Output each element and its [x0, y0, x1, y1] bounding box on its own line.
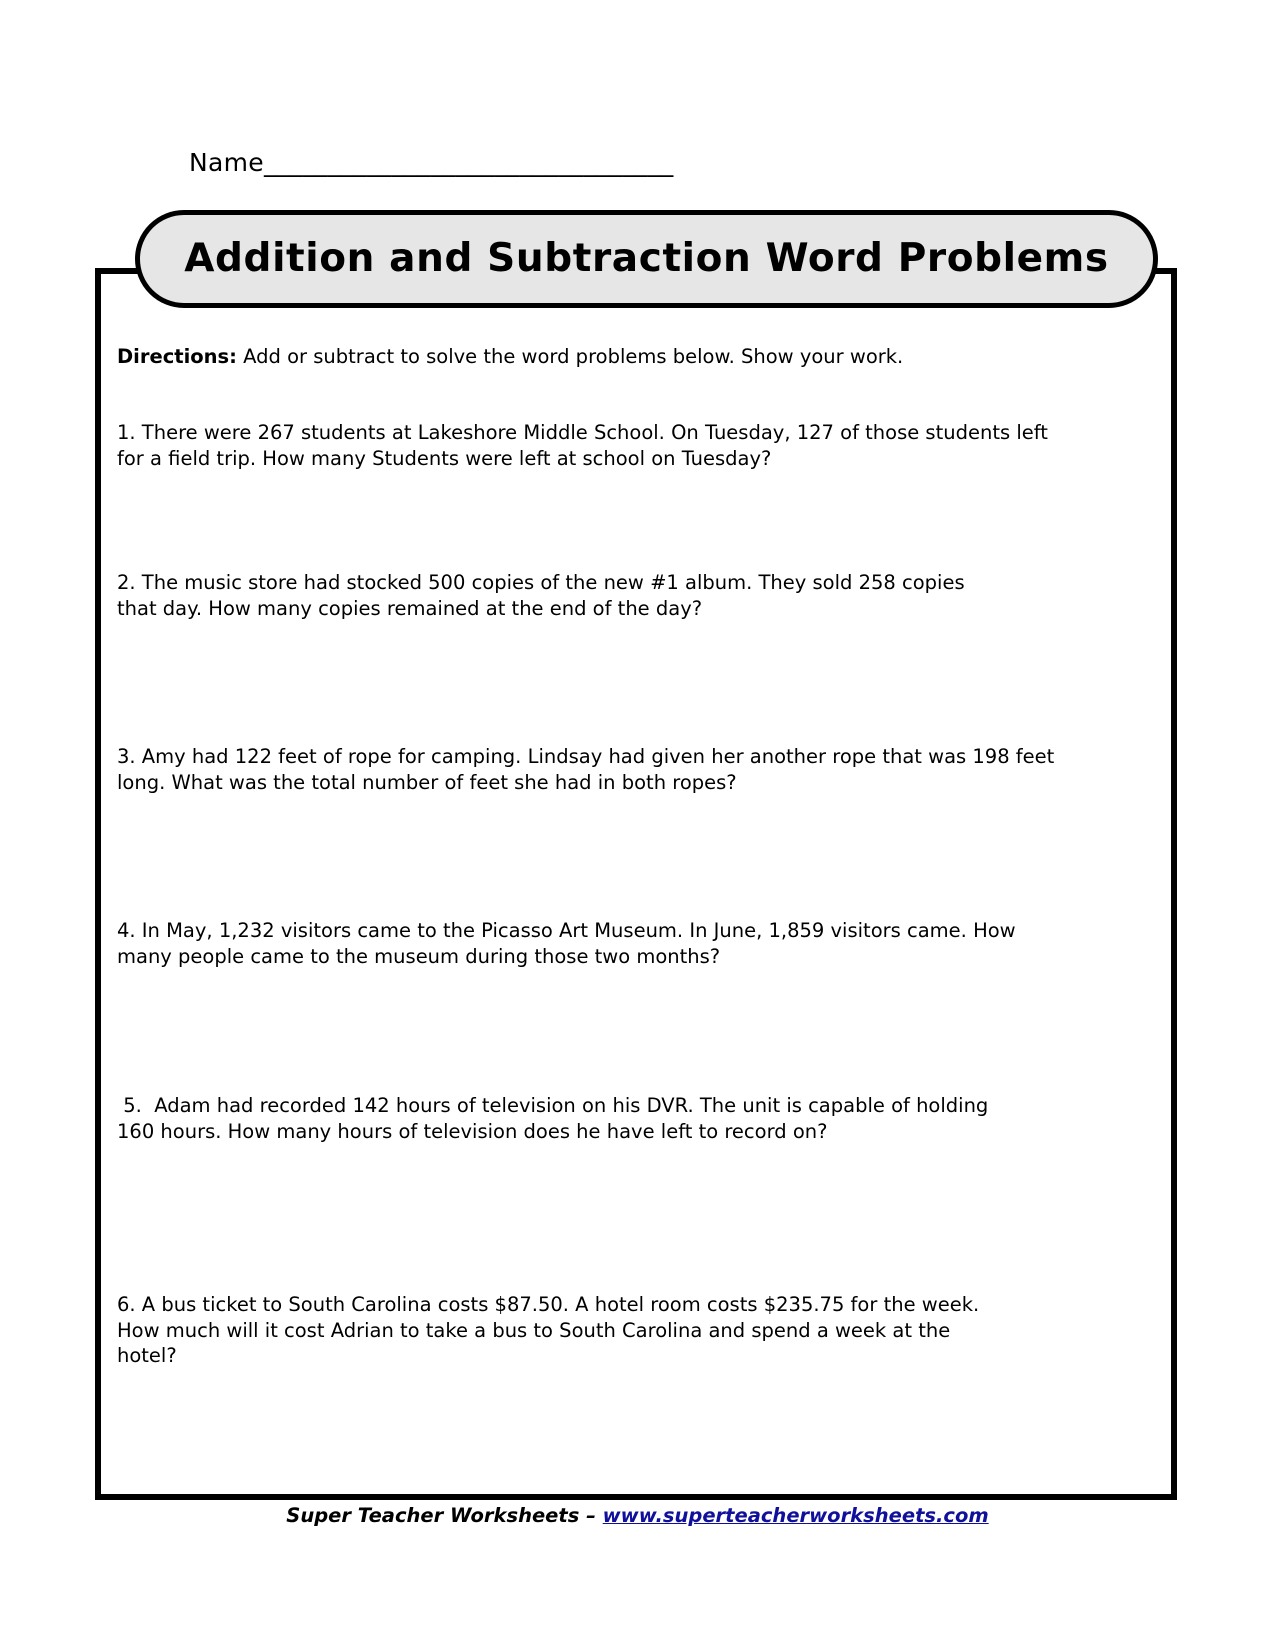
problem-2: [117, 570, 965, 621]
problem-line: 160 hours. How many hours of television does he have left to record on?: [117, 1119, 828, 1143]
problem-line: that day. How many copies remained at the end of the day?: [117, 596, 703, 620]
problem-line: 3. Amy had 122 feet of rope for camping. Lindsay had given her another rope that was 198 feet: [117, 745, 1055, 768]
problem-line: many people came to the museum during those two months?: [117, 944, 721, 968]
problem-5: [117, 1093, 988, 1144]
problem-4: [117, 918, 1016, 969]
footer-link[interactable]: www.superteacherworksheets.com: [602, 1504, 989, 1527]
footer: [0, 1504, 1275, 1527]
problem-3: [117, 744, 1054, 795]
problem-6: [117, 1292, 979, 1369]
problem-line: 4. In May, 1,232 visitors came to the Picasso Art Museum. In June, 1,859 visitors came. How: [117, 919, 1016, 942]
problem-1: [117, 420, 1048, 471]
problem-line: 5. Adam had recorded 142 hours of television on his DVR. The unit is capable of holding: [117, 1094, 989, 1117]
problem-line: 2. The music store had stocked 500 copies of the new #1 album. They sold 258 copies: [117, 571, 965, 594]
directions: [117, 345, 903, 368]
page-title: Addition and Subtraction Word Problems: [184, 235, 1109, 281]
problem-line: hotel?: [117, 1344, 177, 1367]
name-field-label: Name________________________________: [189, 148, 674, 177]
directions-label: Directions:: [117, 345, 237, 368]
title-banner: [135, 210, 1158, 308]
directions-text: Add or subtract to solve the word problems below. Show your work.: [236, 345, 904, 368]
problem-line: for a field trip. How many Students were left at school on Tuesday?: [117, 446, 772, 470]
footer-brand: Super Teacher Worksheets –: [286, 1504, 603, 1527]
problem-line: How much will it cost Adrian to take a bus to South Carolina and spend a week at the: [117, 1318, 951, 1342]
problem-line: 1. There were 267 students at Lakeshore Middle School. On Tuesday, 127 of those students left: [117, 421, 1048, 444]
problem-line: long. What was the total number of feet she had in both ropes?: [117, 770, 737, 794]
problem-line: 6. A bus ticket to South Carolina costs $87.50. A hotel room costs $235.75 for the week.: [117, 1293, 980, 1316]
